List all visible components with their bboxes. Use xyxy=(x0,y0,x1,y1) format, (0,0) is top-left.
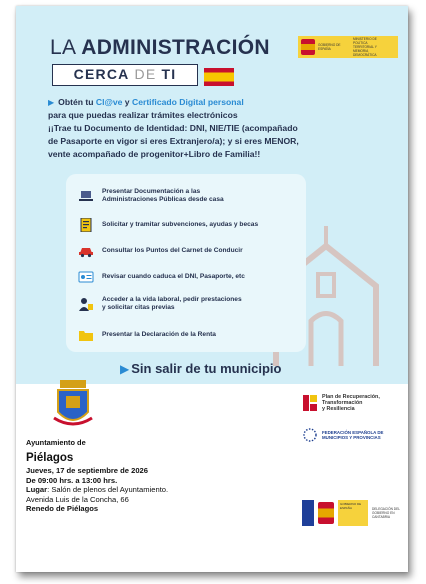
car-icon xyxy=(78,244,94,258)
coat-of-arms-icon xyxy=(301,39,315,55)
place-value: : Salón de plenos del Ayuntamiento. xyxy=(47,485,169,495)
clave-highlight: Cl@ve xyxy=(95,97,123,107)
intro-y: y xyxy=(122,97,132,107)
service-item xyxy=(78,270,245,284)
coat-of-arms-icon xyxy=(318,502,334,524)
triangle-bullet-icon: ▶ xyxy=(48,98,55,107)
femp-text: FEDERACIÓN ESPAÑOLA DE MUNICIPIOS Y PROVINCIAS xyxy=(322,429,384,440)
event-locality: Renedo de Piélagos xyxy=(26,504,99,514)
femp-stars-icon xyxy=(302,426,318,444)
service-text: Presentar la Declaración de la Renta xyxy=(102,330,216,338)
service-text: Revisar cuando caduca el DNI, Pasaporte, etc xyxy=(102,272,245,280)
service-text: y solicitar citas previas xyxy=(102,304,175,312)
event-address: Avenida Luis de la Concha, 66 xyxy=(26,494,129,504)
service-item xyxy=(78,218,258,232)
town-name: Piélagos xyxy=(26,452,74,464)
intro-line2: para que puedas realizar trámites electrónicos xyxy=(48,110,238,120)
event-date: Jueves, 17 de septiembre de 2026 xyxy=(26,466,148,475)
services-card xyxy=(66,174,306,352)
service-text: Presentar Documentación a las xyxy=(102,188,201,195)
ministry-logo-text: MINISTERIO DE POLÍTICA TERRITORIAL Y MEMORIA DEMOCRÁTICA xyxy=(353,37,377,57)
title-prefix: LA xyxy=(50,36,76,59)
intro-line5: vente acompañado de progenitor+Libro de Familia!! xyxy=(48,149,261,159)
intro-text xyxy=(48,96,398,161)
service-text: Administraciones Públicas desde casa xyxy=(102,196,224,204)
femp-logo xyxy=(302,426,402,444)
top-section xyxy=(16,6,408,384)
prtr-text: Plan de Recuperación, Transformación y Resiliencia xyxy=(322,394,380,413)
intro-line4: de Pasaporte en vigor si eres Extranjero/a); y si eres MENOR, xyxy=(48,136,299,146)
title-cerca-de-ti xyxy=(52,64,198,86)
gov-bottom-text: DELEGACIÓN DEL GOBIERNO EN CANTABRIA xyxy=(372,507,400,519)
service-item xyxy=(78,188,224,205)
ayuntamiento-label: Ayuntamiento de xyxy=(26,438,86,447)
prtr-mark-icon xyxy=(302,394,318,412)
title-administracion xyxy=(50,36,270,60)
title-de: DE xyxy=(134,66,157,82)
service-text: Consultar los Puntos del Carnet de Conducir xyxy=(102,246,243,254)
eu-flag-icon xyxy=(302,500,314,526)
prtr-logo xyxy=(302,394,402,413)
service-text: Solicitar y tramitar subvenciones, ayudas y becas xyxy=(102,220,259,228)
title-ti: TI xyxy=(161,66,177,82)
intro-line3: ¡¡Trae tu Documento de Identidad: DNI, NIE/TIE (acompañado xyxy=(48,123,298,133)
certificado-highlight: Certificado Digital personal xyxy=(131,97,244,107)
gov-bottom-box: GOBIERNO DE ESPAÑA xyxy=(338,500,368,526)
document-form-icon xyxy=(78,218,94,232)
tagline xyxy=(120,361,281,376)
folder-icon xyxy=(78,328,94,342)
triangle-bullet-icon: ▶ xyxy=(120,362,130,376)
event-hours: De 09:00 hrs. a 13:00 hrs. xyxy=(26,475,118,485)
service-item xyxy=(78,328,216,342)
spain-flag-icon xyxy=(204,68,234,86)
tagline-text: Sin salir de tu municipio xyxy=(131,361,282,376)
delegacion-gobierno-logo xyxy=(302,500,402,526)
gov-logo-text: GOBIERNO DE ESPAÑA xyxy=(318,43,341,51)
intro-p1: Obtén tu xyxy=(58,97,96,107)
ayuntamiento-coat-of-arms-icon xyxy=(50,378,96,430)
title-bold: ADMINISTRACIÓN xyxy=(81,36,270,59)
poster xyxy=(16,6,408,572)
laptop-icon xyxy=(78,189,94,203)
place-label: Lugar xyxy=(26,485,48,495)
service-text: Acceder a la vida laboral, pedir prestaciones xyxy=(102,296,242,303)
service-item xyxy=(78,296,242,313)
title-cerca: CERCA xyxy=(73,66,130,82)
event-details xyxy=(26,466,168,514)
worker-icon xyxy=(78,297,94,311)
id-card-icon xyxy=(78,270,94,284)
gobierno-logo xyxy=(298,36,398,58)
service-item xyxy=(78,244,243,258)
